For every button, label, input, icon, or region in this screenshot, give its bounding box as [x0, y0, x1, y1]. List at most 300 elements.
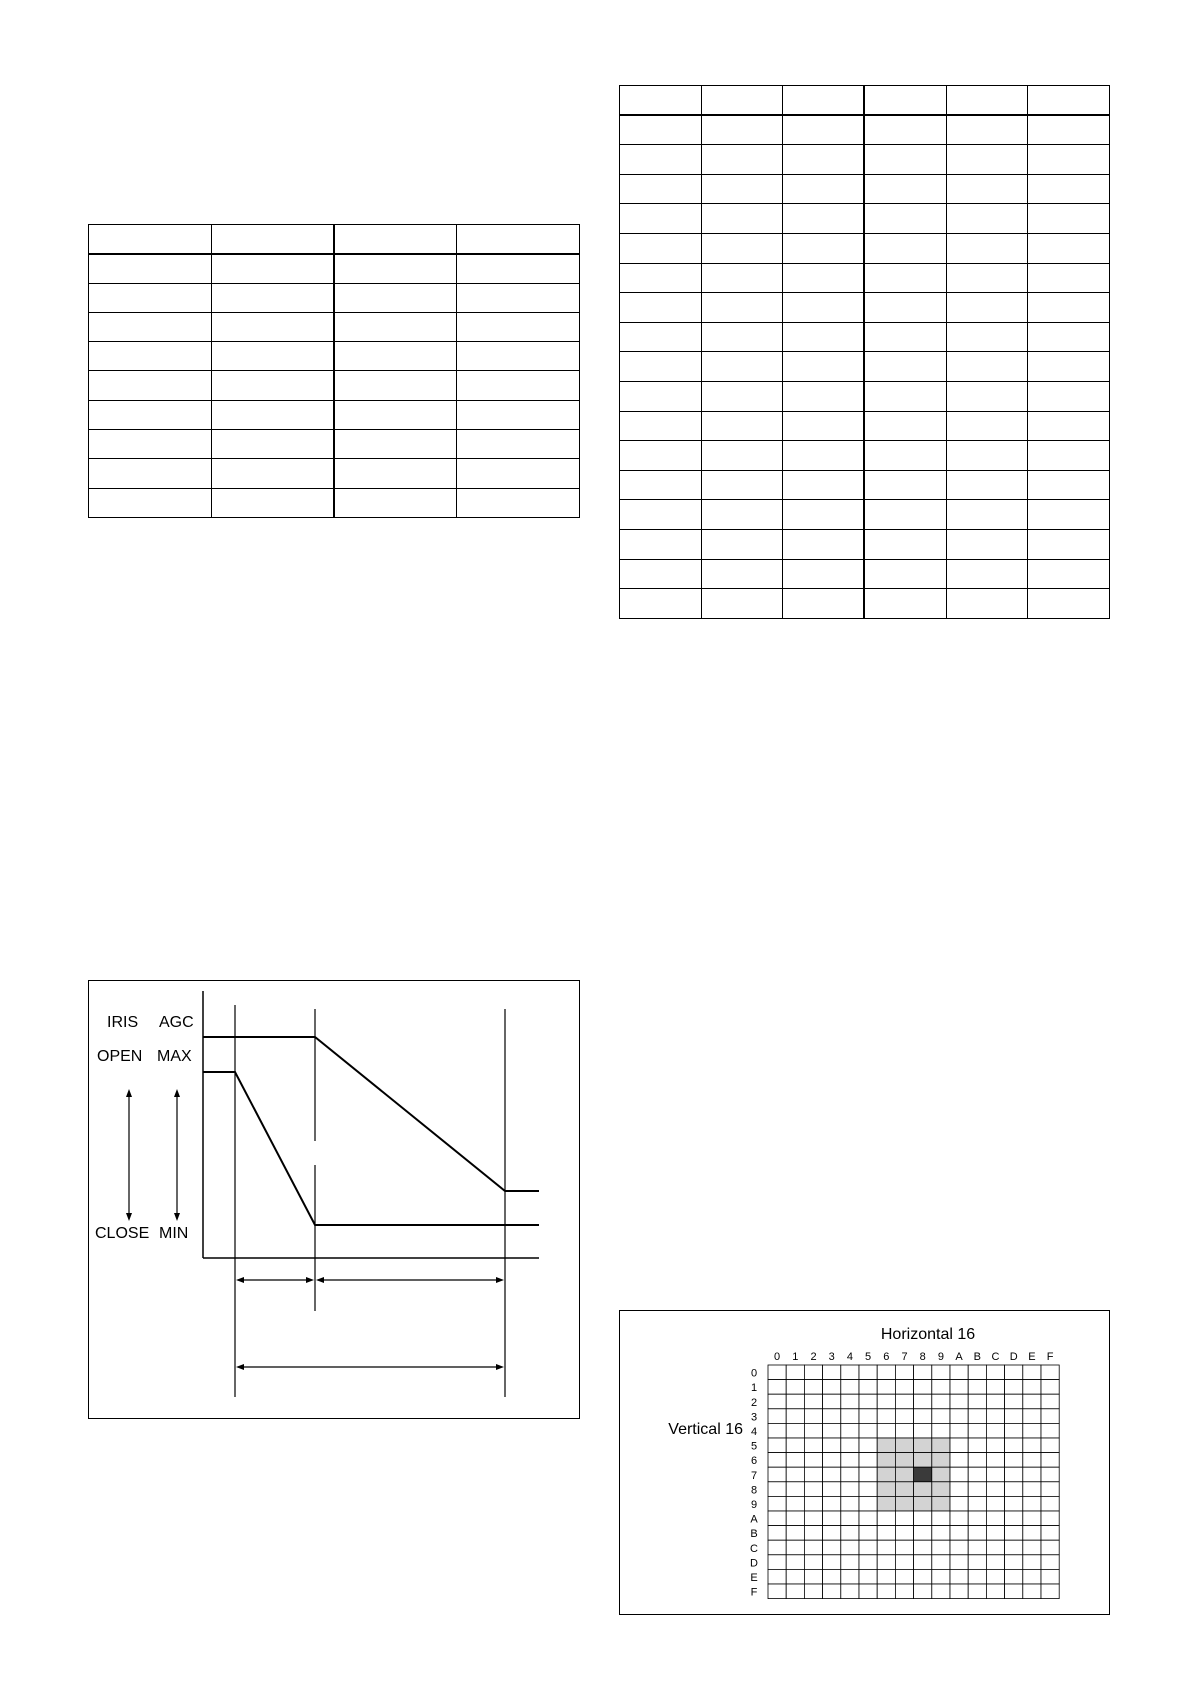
grid-cell [786, 1496, 804, 1511]
grid-cell [968, 1526, 986, 1541]
row-label: 9 [750, 1499, 758, 1511]
table-cell [211, 488, 334, 517]
grid-cell [1023, 1569, 1041, 1584]
table-row [620, 174, 1110, 204]
table-cell [1028, 441, 1110, 471]
table-cell [864, 263, 946, 293]
table-cell [334, 254, 457, 283]
grid-cell [895, 1467, 913, 1482]
grid-cell [786, 1482, 804, 1497]
table-cell [946, 441, 1028, 471]
grid-cell [986, 1453, 1004, 1468]
grid-cell [914, 1423, 932, 1438]
table-cell [620, 411, 702, 441]
grid-cell [914, 1467, 932, 1482]
table-cell [946, 559, 1028, 589]
table-cell [701, 115, 783, 145]
grid-cell [968, 1467, 986, 1482]
table-cell [701, 233, 783, 263]
table-cell [946, 86, 1028, 116]
grid-cell [823, 1482, 841, 1497]
table-cell [211, 342, 334, 371]
grid-cell [968, 1380, 986, 1395]
grid-cell [768, 1423, 786, 1438]
grid-cell [1041, 1482, 1059, 1497]
grid-cell [768, 1540, 786, 1555]
grid-cell [1005, 1453, 1023, 1468]
row-label: 5 [750, 1440, 758, 1453]
grid-cell [950, 1453, 968, 1468]
grid-cell [950, 1380, 968, 1395]
table-cell [1028, 145, 1110, 175]
table-cell [620, 86, 702, 116]
grid-cell [841, 1496, 859, 1511]
table-cell [1028, 174, 1110, 204]
grid-cell [804, 1540, 822, 1555]
grid-cell [859, 1453, 877, 1468]
table-cell [620, 145, 702, 175]
table-cell [1028, 322, 1110, 352]
table-cell [334, 225, 457, 254]
grid-cell [1005, 1540, 1023, 1555]
grid-cell [1041, 1526, 1059, 1541]
table-cell [864, 441, 946, 471]
grid-cell [968, 1365, 986, 1380]
table-cell [1028, 500, 1110, 530]
grid-cell [768, 1409, 786, 1424]
table-cell [783, 204, 865, 234]
table-cell [89, 400, 212, 429]
grid-cell [932, 1540, 950, 1555]
horizontal-title: Horizontal 16 [880, 1326, 976, 1343]
grid-cell [859, 1438, 877, 1453]
grid-cell [895, 1409, 913, 1424]
table-cell [620, 589, 702, 619]
iris-curve [203, 1072, 539, 1225]
grid-cell [1023, 1584, 1041, 1599]
table-cell [783, 470, 865, 500]
grid-cell [1005, 1467, 1023, 1482]
table-cell [946, 529, 1028, 559]
grid-cell [914, 1569, 932, 1584]
grid-cell [968, 1496, 986, 1511]
table-row [89, 225, 580, 254]
grid-cell [768, 1453, 786, 1468]
grid-cell [895, 1380, 913, 1395]
iris-label: IRIS [107, 1014, 139, 1031]
grid-cell [986, 1394, 1004, 1409]
grid-cell [932, 1511, 950, 1526]
grid-cell [1041, 1380, 1059, 1395]
grid-cell [786, 1584, 804, 1599]
row-label: C [750, 1542, 758, 1555]
row-label: B [750, 1528, 758, 1541]
table-cell [1028, 86, 1110, 116]
table-cell [620, 500, 702, 530]
table-cell [457, 459, 580, 488]
grid-cell [786, 1540, 804, 1555]
table-cell [946, 115, 1028, 145]
table-row [620, 529, 1110, 559]
table-cell [701, 411, 783, 441]
table-cell [334, 459, 457, 488]
table-cell [211, 312, 334, 341]
grid-cell [914, 1394, 932, 1409]
grid-cell [895, 1453, 913, 1468]
table-row [620, 115, 1110, 145]
row-label: E [750, 1572, 758, 1584]
grid-cell [786, 1409, 804, 1424]
grid-cell [786, 1380, 804, 1395]
grid-cell [786, 1511, 804, 1526]
table-cell [946, 322, 1028, 352]
table-cell [864, 381, 946, 411]
right-table [619, 85, 1110, 619]
grid-cell [877, 1496, 895, 1511]
grid-cell [1005, 1394, 1023, 1409]
table-cell [89, 283, 212, 312]
grid-cell [1041, 1409, 1059, 1424]
grid-cell [914, 1555, 932, 1570]
table-row [89, 371, 580, 400]
table-cell [211, 430, 334, 459]
grid-cell [895, 1584, 913, 1599]
grid-cell [768, 1555, 786, 1570]
table-row [620, 500, 1110, 530]
table-cell [701, 559, 783, 589]
grid-cell [1023, 1394, 1041, 1409]
grid-cell [1023, 1438, 1041, 1453]
grid-cell [950, 1555, 968, 1570]
table-cell [1028, 204, 1110, 234]
grid-cell [877, 1467, 895, 1482]
grid-cell [1041, 1511, 1059, 1526]
grid-cell [986, 1438, 1004, 1453]
table-cell [701, 441, 783, 471]
grid-cell [1041, 1555, 1059, 1570]
table-cell [701, 352, 783, 382]
grid-cell [841, 1423, 859, 1438]
grid-cell [914, 1365, 932, 1380]
column-label: 8 [919, 1351, 926, 1363]
grid-cell [841, 1409, 859, 1424]
grid-cell [804, 1526, 822, 1541]
table-cell [946, 381, 1028, 411]
table-cell [946, 411, 1028, 441]
column-label: 0 [774, 1351, 781, 1363]
table-cell [701, 263, 783, 293]
grid-cell [804, 1482, 822, 1497]
table-cell [701, 589, 783, 619]
grid-cell [859, 1409, 877, 1424]
column-label: B [973, 1351, 981, 1363]
grid-cell [986, 1540, 1004, 1555]
table-cell [783, 233, 865, 263]
grid-cell [986, 1555, 1004, 1570]
grid-cell [768, 1365, 786, 1380]
grid-cell [986, 1511, 1004, 1526]
grid-cell [932, 1423, 950, 1438]
grid-cell [968, 1423, 986, 1438]
table-cell [620, 293, 702, 323]
grid-cell [932, 1555, 950, 1570]
grid-cell [859, 1365, 877, 1380]
grid-cell [968, 1482, 986, 1497]
grid-cell [932, 1526, 950, 1541]
area-grid-chart [620, 1311, 1109, 1614]
table-cell [701, 470, 783, 500]
grid-cell [950, 1496, 968, 1511]
grid-cell [1041, 1467, 1059, 1482]
grid-cell [786, 1365, 804, 1380]
grid-cell [1005, 1526, 1023, 1541]
grid-cell [1023, 1526, 1041, 1541]
table-cell [1028, 381, 1110, 411]
grid-cell [841, 1394, 859, 1409]
grid-cell [986, 1526, 1004, 1541]
row-label: D [750, 1557, 758, 1570]
table-cell [1028, 411, 1110, 441]
table-cell [89, 371, 212, 400]
table-cell [211, 371, 334, 400]
grid-cell [968, 1438, 986, 1453]
grid-cell [804, 1584, 822, 1599]
column-label: D [1009, 1351, 1018, 1363]
grid-cell [859, 1394, 877, 1409]
grid-cell [950, 1409, 968, 1424]
column-label: 6 [883, 1351, 890, 1363]
grid-cell [859, 1467, 877, 1482]
table-cell [946, 352, 1028, 382]
table-cell [783, 293, 865, 323]
grid-cell [932, 1467, 950, 1482]
table-cell [620, 322, 702, 352]
grid-cell [877, 1555, 895, 1570]
grid-cell [895, 1394, 913, 1409]
max-label: MAX [157, 1048, 192, 1065]
grid-cell [895, 1496, 913, 1511]
table-row [620, 411, 1110, 441]
table-row [620, 441, 1110, 471]
grid-cell [968, 1555, 986, 1570]
table-cell [946, 500, 1028, 530]
agc-label: AGC [159, 1014, 194, 1031]
grid-cell [1023, 1453, 1041, 1468]
table-row [620, 381, 1110, 411]
grid-cell [786, 1394, 804, 1409]
grid-cell [914, 1540, 932, 1555]
row-label: 0 [750, 1367, 758, 1380]
column-label: C [991, 1351, 1000, 1363]
table-cell [457, 430, 580, 459]
table-cell [1028, 115, 1110, 145]
grid-cell [950, 1540, 968, 1555]
grid-cell [914, 1438, 932, 1453]
column-label: A [955, 1351, 963, 1363]
grid-cell [986, 1482, 1004, 1497]
grid-cell [1023, 1555, 1041, 1570]
grid-cell [986, 1423, 1004, 1438]
table-cell [211, 283, 334, 312]
grid-cell [786, 1423, 804, 1438]
table-cell [783, 441, 865, 471]
grid-cell [1005, 1555, 1023, 1570]
grid-cell [932, 1409, 950, 1424]
grid-cell [950, 1511, 968, 1526]
grid-cell [932, 1453, 950, 1468]
grid-cell [895, 1569, 913, 1584]
grid-cell [823, 1453, 841, 1468]
column-label: 1 [792, 1351, 799, 1363]
table-cell [864, 293, 946, 323]
table-cell [701, 204, 783, 234]
table-cell [211, 459, 334, 488]
grid-cell [823, 1380, 841, 1395]
table-cell [89, 430, 212, 459]
table-cell [334, 283, 457, 312]
grid-cell [768, 1584, 786, 1599]
grid-cell [950, 1438, 968, 1453]
left-table [88, 224, 580, 518]
table-cell [783, 263, 865, 293]
table-cell [783, 352, 865, 382]
table-cell [864, 352, 946, 382]
grid-cell [895, 1540, 913, 1555]
grid-cell [841, 1482, 859, 1497]
table-cell [211, 400, 334, 429]
grid-cell [1023, 1380, 1041, 1395]
grid-cell [859, 1511, 877, 1526]
table-row [89, 254, 580, 283]
table-cell [457, 400, 580, 429]
grid-cell [859, 1569, 877, 1584]
grid-cell [877, 1569, 895, 1584]
row-label: 7 [750, 1469, 758, 1482]
grid-cell [804, 1555, 822, 1570]
table-cell [457, 488, 580, 517]
table-cell [864, 411, 946, 441]
table-cell [457, 254, 580, 283]
min-label: MIN [159, 1225, 189, 1242]
table-cell [334, 400, 457, 429]
grid-cell [841, 1526, 859, 1541]
grid-cell [768, 1526, 786, 1541]
table-row [620, 293, 1110, 323]
grid-cell [768, 1380, 786, 1395]
grid-cell [877, 1540, 895, 1555]
grid-cell [877, 1511, 895, 1526]
table-cell [1028, 559, 1110, 589]
grid-cell [1023, 1511, 1041, 1526]
grid-cell [950, 1423, 968, 1438]
row-label: 8 [750, 1484, 758, 1497]
grid-cell [877, 1526, 895, 1541]
grid-cell [877, 1423, 895, 1438]
open-label: OPEN [97, 1048, 143, 1065]
grid-cell [1041, 1569, 1059, 1584]
grid-cell [950, 1467, 968, 1482]
grid-cell [841, 1584, 859, 1599]
grid-cell [1023, 1423, 1041, 1438]
grid-cell [1041, 1453, 1059, 1468]
column-label: E [1028, 1351, 1036, 1363]
table-cell [783, 411, 865, 441]
grid-cell [1041, 1540, 1059, 1555]
table-cell [864, 145, 946, 175]
grid-cell [841, 1438, 859, 1453]
grid-cell [859, 1380, 877, 1395]
grid-cell [968, 1511, 986, 1526]
grid-cell [895, 1482, 913, 1497]
table-cell [783, 589, 865, 619]
grid-cell [950, 1365, 968, 1380]
grid-cell [823, 1526, 841, 1541]
table-cell [864, 86, 946, 116]
column-label: 2 [810, 1351, 817, 1363]
table-row [89, 459, 580, 488]
table-cell [457, 225, 580, 254]
table-cell [946, 589, 1028, 619]
table-cell [211, 225, 334, 254]
grid-cell [768, 1511, 786, 1526]
row-label: 1 [750, 1382, 758, 1395]
grid-cell [786, 1526, 804, 1541]
grid-cell [914, 1482, 932, 1497]
grid-cell [950, 1584, 968, 1599]
table-row [620, 322, 1110, 352]
grid-cell [823, 1409, 841, 1424]
grid-cell [914, 1496, 932, 1511]
grid-cell [841, 1555, 859, 1570]
table-cell [620, 115, 702, 145]
grid-cell [768, 1496, 786, 1511]
grid-cell [804, 1453, 822, 1468]
table-row [620, 145, 1110, 175]
grid-cell [877, 1365, 895, 1380]
grid-cell [932, 1438, 950, 1453]
table-cell [946, 470, 1028, 500]
grid-cell [786, 1555, 804, 1570]
grid-cell [786, 1438, 804, 1453]
table-row [89, 312, 580, 341]
grid-cell [1005, 1496, 1023, 1511]
vertical-label: Vertical 16 [668, 1421, 743, 1438]
table-cell [864, 322, 946, 352]
grid-cell [914, 1380, 932, 1395]
table-row [620, 233, 1110, 263]
table-cell [701, 381, 783, 411]
table-cell [620, 352, 702, 382]
grid-cell [823, 1555, 841, 1570]
table-cell [864, 589, 946, 619]
grid-cell [768, 1482, 786, 1497]
close-label: CLOSE [95, 1225, 150, 1242]
grid-cell [877, 1584, 895, 1599]
grid-cell [804, 1394, 822, 1409]
grid-cell [932, 1380, 950, 1395]
grid-cell [877, 1453, 895, 1468]
table-cell [946, 293, 1028, 323]
table-cell [701, 322, 783, 352]
grid-cell [932, 1394, 950, 1409]
grid-cell [804, 1409, 822, 1424]
table-cell [1028, 589, 1110, 619]
table-cell [783, 559, 865, 589]
grid-cell [859, 1482, 877, 1497]
table-cell [864, 115, 946, 145]
grid-cell [895, 1423, 913, 1438]
table-row [620, 204, 1110, 234]
